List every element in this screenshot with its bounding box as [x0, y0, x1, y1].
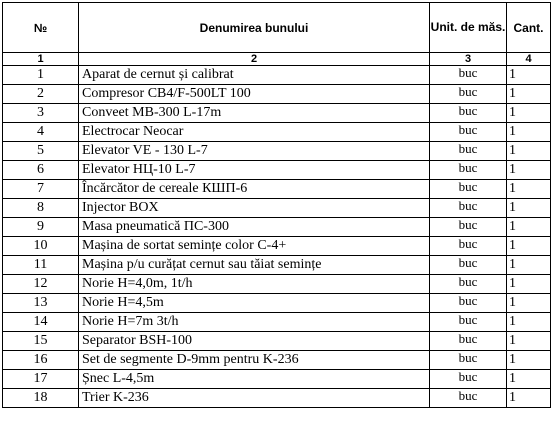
column-number-row: [3, 53, 551, 66]
table-row: [3, 142, 551, 161]
table-row: [3, 180, 551, 199]
item-name: Trier K-236: [79, 389, 430, 408]
row-number: 3: [3, 104, 79, 123]
item-name: Norie H=7m 3t/h: [79, 313, 430, 332]
row-number: 7: [3, 180, 79, 199]
item-name: Set de segmente D-9mm pentru K-236: [79, 351, 430, 370]
column-number-4: 4: [507, 53, 551, 66]
table-row: [3, 85, 551, 104]
inventory-table: [2, 2, 551, 408]
unit-of-measure: buc: [430, 332, 507, 351]
quantity: 1: [507, 294, 551, 313]
unit-of-measure: buc: [430, 275, 507, 294]
quantity: 1: [507, 66, 551, 85]
table-row: [3, 66, 551, 85]
table-row: [3, 199, 551, 218]
row-number: 6: [3, 161, 79, 180]
unit-of-measure: buc: [430, 104, 507, 123]
table-row: [3, 161, 551, 180]
item-name: Încărcător de cereale КШП-6: [79, 180, 430, 199]
unit-of-measure: buc: [430, 85, 507, 104]
column-number-1: 1: [3, 53, 79, 66]
header-item-name: Denumirea bunului: [79, 3, 430, 53]
unit-of-measure: buc: [430, 313, 507, 332]
quantity: 1: [507, 370, 551, 389]
row-number: 2: [3, 85, 79, 104]
row-number: 9: [3, 218, 79, 237]
item-name: Elevator VE - 130 L-7: [79, 142, 430, 161]
unit-of-measure: buc: [430, 199, 507, 218]
header-unit: Unit. de măs.: [430, 3, 507, 53]
table-row: [3, 218, 551, 237]
quantity: 1: [507, 180, 551, 199]
quantity: 1: [507, 199, 551, 218]
item-name: Mașina de sortat semințe color C-4+: [79, 237, 430, 256]
item-name: Conveet MB-300 L-17m: [79, 104, 430, 123]
unit-of-measure: buc: [430, 370, 507, 389]
unit-of-measure: buc: [430, 256, 507, 275]
table-body: [3, 66, 551, 408]
unit-of-measure: buc: [430, 180, 507, 199]
row-number: 12: [3, 275, 79, 294]
table-row: [3, 123, 551, 142]
table-row: [3, 294, 551, 313]
quantity: 1: [507, 275, 551, 294]
quantity: 1: [507, 332, 551, 351]
unit-of-measure: buc: [430, 123, 507, 142]
table-row: [3, 275, 551, 294]
table-row: [3, 313, 551, 332]
quantity: 1: [507, 123, 551, 142]
row-number: 13: [3, 294, 79, 313]
table-row: [3, 389, 551, 408]
row-number: 11: [3, 256, 79, 275]
table-row: [3, 370, 551, 389]
quantity: 1: [507, 104, 551, 123]
unit-of-measure: buc: [430, 142, 507, 161]
item-name: Separator BSH-100: [79, 332, 430, 351]
unit-of-measure: buc: [430, 294, 507, 313]
unit-of-measure: buc: [430, 218, 507, 237]
row-number: 4: [3, 123, 79, 142]
item-name: Norie H=4,0m, 1t/h: [79, 275, 430, 294]
quantity: 1: [507, 256, 551, 275]
row-number: 1: [3, 66, 79, 85]
quantity: 1: [507, 218, 551, 237]
item-name: Aparat de cernut și calibrat: [79, 66, 430, 85]
item-name: Electrocar Neocar: [79, 123, 430, 142]
unit-of-measure: buc: [430, 161, 507, 180]
table-row: [3, 256, 551, 275]
table-row: [3, 104, 551, 123]
quantity: 1: [507, 161, 551, 180]
quantity: 1: [507, 313, 551, 332]
table-row: [3, 332, 551, 351]
row-number: 15: [3, 332, 79, 351]
row-number: 14: [3, 313, 79, 332]
item-name: Mașina p/u curățat cernut sau tăiat semințe: [79, 256, 430, 275]
row-number: 16: [3, 351, 79, 370]
item-name: Șnec L-4,5m: [79, 370, 430, 389]
quantity: 1: [507, 237, 551, 256]
header-quantity: Cant.: [507, 3, 551, 53]
row-number: 17: [3, 370, 79, 389]
item-name: Masa pneumatică ПС-300: [79, 218, 430, 237]
item-name: Norie H=4,5m: [79, 294, 430, 313]
quantity: 1: [507, 142, 551, 161]
quantity: 1: [507, 389, 551, 408]
table-row: [3, 351, 551, 370]
quantity: 1: [507, 351, 551, 370]
unit-of-measure: buc: [430, 351, 507, 370]
quantity: 1: [507, 85, 551, 104]
table-row: [3, 237, 551, 256]
unit-of-measure: buc: [430, 237, 507, 256]
header-number: №: [3, 3, 79, 53]
item-name: Compresor CB4/F-500LT 100: [79, 85, 430, 104]
unit-of-measure: buc: [430, 389, 507, 408]
header-row: [3, 3, 551, 53]
column-number-3: 3: [430, 53, 507, 66]
row-number: 8: [3, 199, 79, 218]
unit-of-measure: buc: [430, 66, 507, 85]
item-name: Elevator НЦ-10 L-7: [79, 161, 430, 180]
item-name: Injector BOX: [79, 199, 430, 218]
row-number: 5: [3, 142, 79, 161]
row-number: 10: [3, 237, 79, 256]
row-number: 18: [3, 389, 79, 408]
column-number-2: 2: [79, 53, 430, 66]
